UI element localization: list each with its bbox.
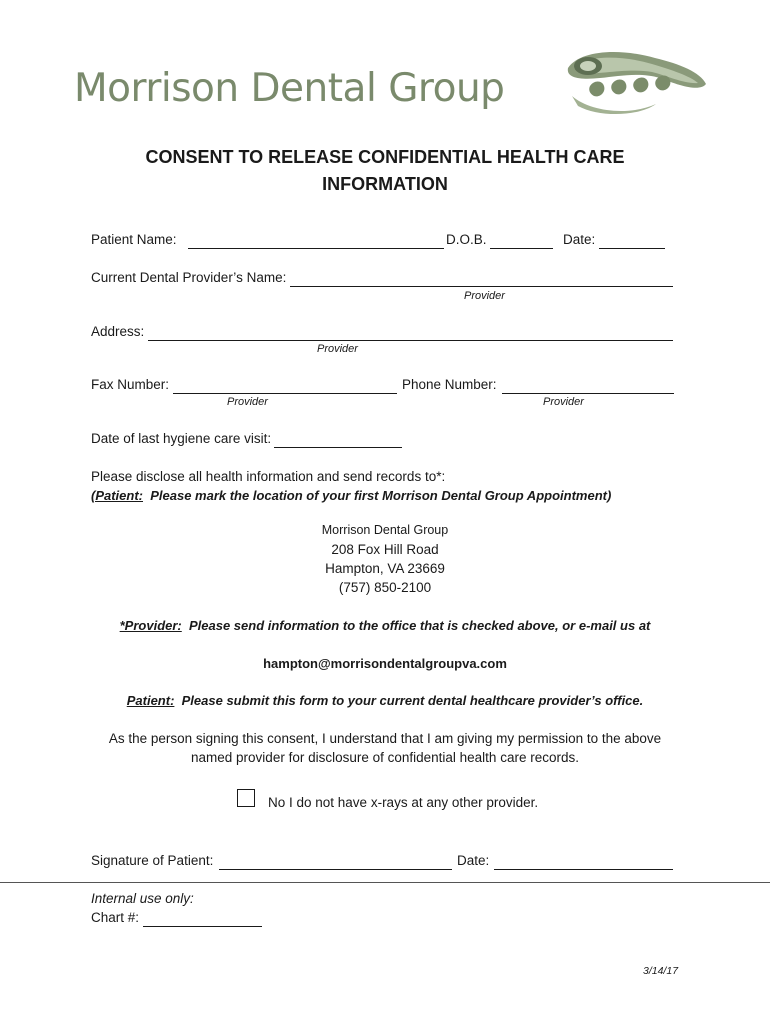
office-phone: (757) 850-2100 (338, 580, 432, 595)
hygiene-field[interactable] (274, 447, 402, 448)
phone-caption: Provider (543, 396, 584, 408)
patient-location-note (91, 488, 611, 503)
signature-field[interactable] (219, 869, 452, 870)
provider-name-caption: Provider (464, 290, 505, 302)
consent-line2: named provider for disclosure of confidential health care records. (191, 750, 579, 765)
provider-note-label: *Provider: (119, 618, 182, 633)
no-xrays-checkbox[interactable] (237, 789, 255, 807)
office-street: 208 Fox Hill Road (331, 542, 439, 557)
patient-location-label: (Patient: (91, 488, 143, 503)
patient-submit-label: Patient: (126, 693, 175, 708)
office-email[interactable]: hampton@morrisondentalgroupva.com (263, 656, 507, 671)
patient-name-label: Patient Name: (91, 232, 177, 247)
provider-name-field[interactable] (290, 286, 673, 287)
chart-number-label: Chart #: (91, 910, 140, 925)
brand-name: Morrison Dental Group (74, 66, 505, 111)
section-divider (0, 882, 770, 883)
phone-field[interactable] (502, 393, 674, 394)
form-title-line2: INFORMATION (322, 174, 448, 194)
form-version-date: 3/14/17 (643, 965, 679, 977)
address-label: Address: (91, 324, 145, 339)
office-name: Morrison Dental Group (321, 523, 449, 537)
signature-date-field[interactable] (494, 869, 673, 870)
dob-field[interactable] (490, 248, 553, 249)
provider-note (0, 618, 770, 633)
consent-line1: As the person signing this consent, I understand that I am giving my permission to the above (108, 731, 662, 746)
address-field[interactable] (148, 340, 673, 341)
signature-label: Signature of Patient: (91, 853, 214, 868)
provider-note-text: Please send information to the office that is checked above, or e-mail us at (181, 618, 651, 633)
signature-date-label: Date: (457, 853, 490, 868)
patient-submit-text: Please submit this form to your current dental healthcare provider’s office. (174, 693, 644, 708)
internal-use-label: Internal use only: (91, 891, 194, 906)
address-caption: Provider (317, 343, 358, 355)
dob-label: D.O.B. (446, 232, 487, 247)
fax-caption: Provider (227, 396, 268, 408)
form-title-line1: CONSENT TO RELEASE CONFIDENTIAL HEALTH CARE (145, 147, 625, 167)
fax-label: Fax Number: (91, 377, 170, 392)
patient-submit-note (0, 693, 770, 708)
tooth-swirl-logo-icon (560, 46, 710, 118)
hygiene-label: Date of last hygiene care visit: (91, 431, 272, 446)
patient-location-text: Please mark the location of your first Morrison Dental Group Appointment) (143, 488, 612, 503)
phone-label: Phone Number: (402, 377, 497, 392)
no-xrays-label: No I do not have x-rays at any other provider. (268, 795, 539, 810)
chart-number-field[interactable] (143, 926, 262, 927)
provider-name-label: Current Dental Provider’s Name: (91, 270, 287, 285)
disclose-instructions: Please disclose all health information and send records to*: (91, 469, 446, 484)
patient-name-field[interactable] (188, 248, 444, 249)
date-label: Date: (563, 232, 596, 247)
fax-field[interactable] (173, 393, 397, 394)
office-city: Hampton, VA 23669 (325, 561, 445, 576)
date-field[interactable] (599, 248, 665, 249)
